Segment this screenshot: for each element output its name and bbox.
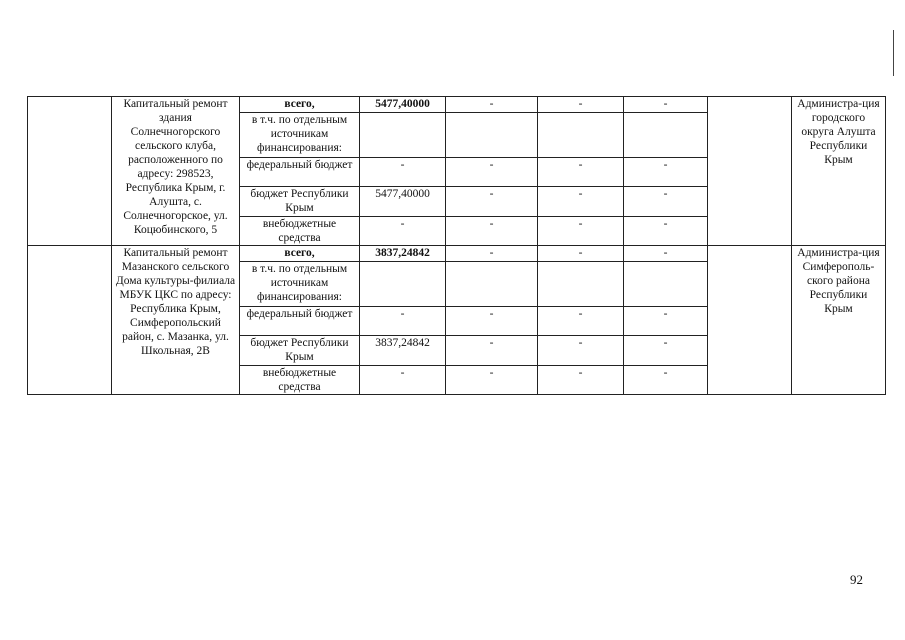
value-cell: - xyxy=(538,246,624,262)
value-cell: - xyxy=(624,366,708,395)
value-cell: - xyxy=(446,97,538,113)
value-cell: - xyxy=(538,366,624,395)
responsible-cell: Администра-ция Симферополь-ского района Республики Крым xyxy=(792,246,886,395)
value-cell: - xyxy=(624,246,708,262)
responsible-cell: Администра-ция городского округа Алушта Республики Крым xyxy=(792,97,886,246)
source-label-cell: бюджет Республики Крым xyxy=(240,336,360,366)
value-cell: - xyxy=(446,217,538,246)
value-cell: - xyxy=(538,158,624,187)
project-name-cell: Капитальный ремонт Мазанского сельского Дома культуры-филиала МБУК ЦКС по адресу: Республика Крым, Симферопольский район, с. Мазанка, ул. Школьная, 2В xyxy=(112,246,240,395)
amount-cell: - xyxy=(360,158,446,187)
source-label-cell: всего, xyxy=(240,246,360,262)
value-cell xyxy=(446,113,538,158)
amount-cell: - xyxy=(360,366,446,395)
value-cell: - xyxy=(538,307,624,336)
source-label-cell: федеральный бюджет xyxy=(240,307,360,336)
value-cell: - xyxy=(624,97,708,113)
source-label-cell: внебюджетные средства xyxy=(240,366,360,395)
value-cell xyxy=(538,113,624,158)
value-cell: - xyxy=(446,187,538,217)
blank-cell xyxy=(28,97,112,246)
source-label-cell: всего, xyxy=(240,97,360,113)
amount-cell: - xyxy=(360,217,446,246)
source-label-cell: внебюджетные средства xyxy=(240,217,360,246)
page-number: 92 xyxy=(850,572,863,587)
amount-cell xyxy=(360,262,446,307)
amount-cell: - xyxy=(360,307,446,336)
value-cell xyxy=(446,262,538,307)
value-cell: - xyxy=(446,366,538,395)
source-label-cell: бюджет Республики Крым xyxy=(240,187,360,217)
source-label-cell: в т.ч. по отдельным источникам финансирования: xyxy=(240,262,360,307)
value-cell: - xyxy=(446,336,538,366)
value-cell xyxy=(538,262,624,307)
value-cell: - xyxy=(624,307,708,336)
blank-cell xyxy=(708,246,792,395)
amount-cell: 3837,24842 xyxy=(360,336,446,366)
value-cell: - xyxy=(624,336,708,366)
blank-cell xyxy=(28,246,112,395)
source-label-cell: федеральный бюджет xyxy=(240,158,360,187)
amount-cell xyxy=(360,113,446,158)
page-edge-mark xyxy=(893,30,894,76)
amount-cell: 5477,40000 xyxy=(360,187,446,217)
table-row xyxy=(28,246,886,262)
value-cell: - xyxy=(538,187,624,217)
source-label-cell: в т.ч. по отдельным источникам финансирования: xyxy=(240,113,360,158)
amount-cell: 3837,24842 xyxy=(360,246,446,262)
financing-table xyxy=(27,96,886,395)
value-cell: - xyxy=(538,336,624,366)
value-cell xyxy=(624,113,708,158)
value-cell: - xyxy=(624,158,708,187)
value-cell: - xyxy=(624,187,708,217)
value-cell: - xyxy=(538,97,624,113)
value-cell: - xyxy=(446,246,538,262)
blank-cell xyxy=(708,97,792,246)
table-row xyxy=(28,97,886,113)
amount-cell: 5477,40000 xyxy=(360,97,446,113)
value-cell: - xyxy=(624,217,708,246)
value-cell: - xyxy=(446,307,538,336)
project-name-cell: Капитальный ремонт здания Солнечногорского сельского клуба, расположенного по адресу: 298523, Республика Крым, г. Алушта, с. Солнечногорское, ул. Коцюбинского, 5 xyxy=(112,97,240,246)
value-cell: - xyxy=(446,158,538,187)
value-cell: - xyxy=(538,217,624,246)
value-cell xyxy=(624,262,708,307)
financing-table-body xyxy=(28,97,886,395)
